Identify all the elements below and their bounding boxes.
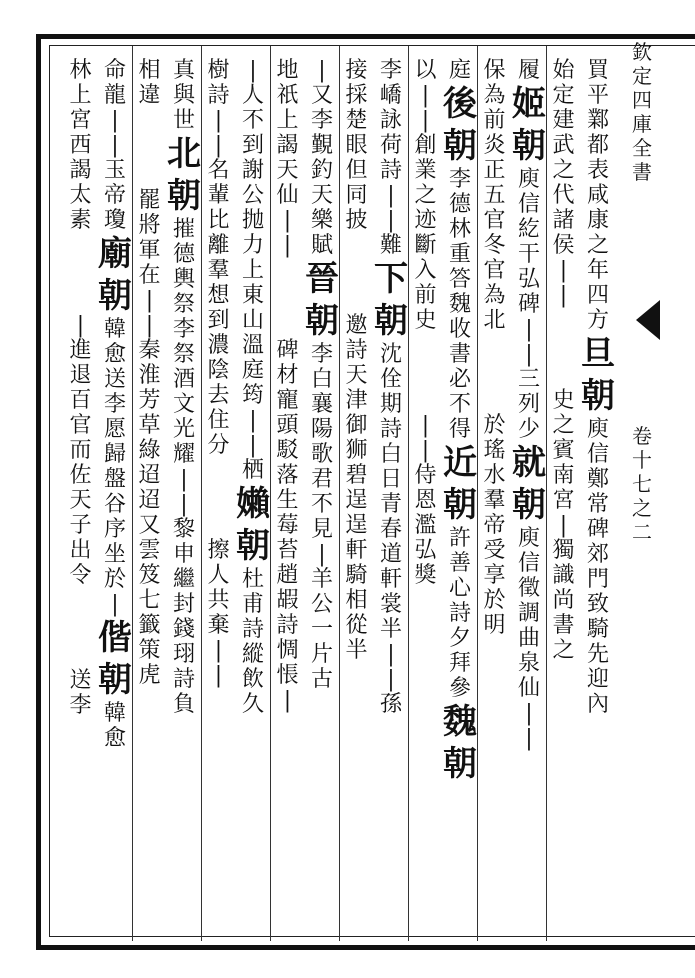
text-column bbox=[445, 58, 475, 958]
text-run: 以 | | 創 業 之 迹 斷 入 前 史 bbox=[414, 58, 437, 333]
text-run: 韓 愈 送 李 愿 歸 盤 谷 序 坐 於 | bbox=[103, 317, 126, 617]
text-run: 庭 bbox=[448, 58, 471, 83]
text-column bbox=[307, 58, 337, 958]
text-run: 摧 德 輿 祭 李 祭 酒 文 光 耀 | | 黎 申 繼 封 錢 珝 詩 負 bbox=[172, 217, 195, 717]
text-column bbox=[238, 58, 268, 958]
text-run: 林 上 宮 西 謁 太 素 bbox=[69, 58, 92, 233]
text-column bbox=[273, 58, 303, 958]
heading-term: 魏 朝 bbox=[443, 702, 477, 784]
text-column bbox=[480, 58, 510, 958]
text-run: 保 為 前 炎 正 五 官 冬 官 為 北 bbox=[483, 58, 506, 333]
text-run: | 人 不 到 謝 公 抛 力 上 東 山 溫 庭 筠 | | 栖 bbox=[241, 58, 264, 483]
heading-term: 晉 朝 bbox=[305, 259, 339, 341]
heading-term: 偕 朝 bbox=[98, 618, 132, 700]
text-run: 樹 詩 | | 名 輩 比 離 羣 想 到 濃 陰 去 住 分 bbox=[207, 58, 230, 458]
book-title: 欽 定 四 庫 全 書 bbox=[632, 40, 652, 184]
heading-term: 旦 朝 bbox=[581, 334, 615, 416]
text-run: | | 侍 恩 濫 弘 獎 bbox=[414, 413, 437, 588]
text-column bbox=[411, 58, 441, 958]
text-run: 沈 佺 期 詩 白 日 青 春 道 軒 裳 半 | | 孫 bbox=[379, 342, 402, 717]
text-run: 庾 信 徵 調 曲 泉 仙 | | bbox=[517, 526, 540, 751]
heading-term: 北 朝 bbox=[167, 134, 201, 216]
column-rule bbox=[408, 46, 409, 941]
text-run: 許 善 心 詩 夕 拜 參 bbox=[448, 526, 471, 701]
text-run: 史 之 賓 南 宮 | 獨 識 尚 書 之 bbox=[552, 388, 575, 663]
heading-term: 廟 朝 bbox=[98, 234, 132, 316]
text-run: 送 李 bbox=[69, 668, 92, 718]
text-run: 履 bbox=[517, 58, 540, 83]
text-column bbox=[583, 58, 613, 958]
text-run: 相 違 bbox=[138, 58, 161, 108]
text-run: 庾 信 鄭 常 碑 郊 門 致 騎 先 迎 內 bbox=[586, 417, 609, 717]
text-run: 接 採 楚 眼 但 同 披 bbox=[345, 58, 368, 233]
heading-term: 近 朝 bbox=[443, 443, 477, 525]
text-run: 買 平 鄴 都 表 咸 康 之 年 四 方 bbox=[586, 58, 609, 333]
text-run: 於 瑤 水 羣 帝 受 享 於 明 bbox=[483, 413, 506, 638]
text-run: 真 與 世 bbox=[172, 58, 195, 133]
text-column bbox=[100, 58, 130, 958]
column-rule bbox=[132, 46, 133, 941]
text-run: 李 嶠 詠 荷 詩 | | 難 bbox=[379, 58, 402, 258]
text-run: 命 龍 | | 玉 帝 瓊 bbox=[103, 58, 126, 233]
text-run: 韓 愈 bbox=[103, 701, 126, 751]
text-run: 庾 信 紇 干 弘 碑 | | 三 列 少 bbox=[517, 167, 540, 442]
volume-marker: 卷 十 七 之 二 bbox=[632, 424, 652, 544]
text-run: 李 白 襄 陽 歌 君 不 見 | 羊 公 一 片 古 bbox=[310, 342, 333, 692]
heading-term: 嬾 朝 bbox=[236, 484, 270, 566]
text-run: 擦 人 共 棄 | | bbox=[207, 538, 230, 688]
text-run: 邀 詩 天 津 御 狮 碧 逞 逞 軒 騎 相 從 半 bbox=[345, 313, 368, 663]
text-column bbox=[66, 58, 96, 958]
text-column bbox=[204, 58, 234, 958]
heading-term: 就 朝 bbox=[512, 443, 546, 525]
text-run: | 又 李 覲 釣 天 樂 賦 bbox=[310, 58, 333, 258]
text-column bbox=[342, 58, 372, 958]
text-run: 始 定 建 武 之 代 諸 侯 | | bbox=[552, 58, 575, 308]
text-column bbox=[169, 58, 199, 958]
heading-term: 姬 朝 bbox=[512, 84, 546, 166]
heading-term: 下 朝 bbox=[374, 259, 408, 341]
text-run: 碑 材 寵 頭 駁 落 生 莓 苔 趙 嘏 詩 惆 悵 | bbox=[276, 338, 299, 713]
text-run: | 進 退 百 官 而 佐 天 子 出 令 bbox=[69, 313, 92, 588]
text-run: 罷 將 軍 在 | | 秦 淮 芳 草 綠 迢 迢 又 雲 笈 七 籤 策 虎 bbox=[138, 188, 161, 688]
text-column bbox=[549, 58, 579, 958]
text-column bbox=[135, 58, 165, 958]
marginal-title bbox=[630, 40, 654, 544]
text-run: 李 德 林 重 答 魏 收 書 必 不 得 bbox=[448, 167, 471, 442]
text-column bbox=[376, 58, 406, 958]
text-column bbox=[514, 58, 544, 958]
text-run: 杜 甫 詩 縱 飲 久 bbox=[241, 567, 264, 717]
column-rule bbox=[339, 46, 340, 941]
heading-term: 後 朝 bbox=[443, 84, 477, 166]
text-run: 地 祇 上 謁 天 仙 | | bbox=[276, 58, 299, 258]
